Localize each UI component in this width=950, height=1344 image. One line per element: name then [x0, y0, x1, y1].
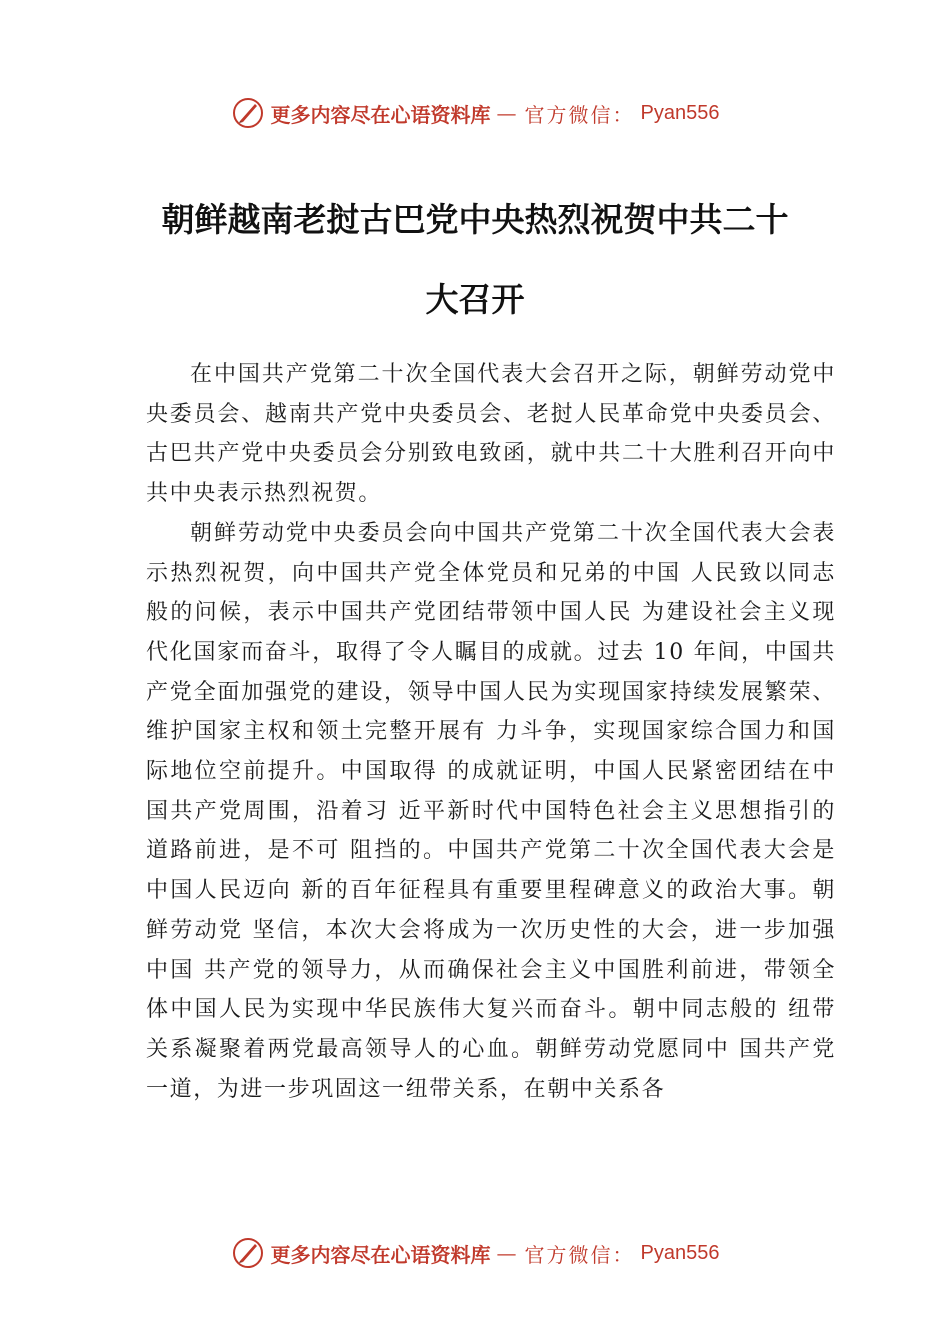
header-watermark	[0, 96, 950, 130]
watermark-sub-text: 官方微信：	[524, 1242, 635, 1267]
footer-watermark	[0, 1236, 950, 1270]
paragraph-2: 朝鲜劳动党中央委员会向中国共产党第二十次全国代表大会表示热烈祝贺，向中国共产党全体党员和兄弟的中国 人民致以同志般的问候，表示中国共产党团结带领中国人民 为建设社会主义现代化国家而奋斗，取得了令人瞩目的成就。过去 10 年间，中国共产党全面加强党的建设，领导中国人民为实现国家持续发展繁荣、维护国家主权和领土完整开展有 力斗争，实现国家综合国力和国际地位空前提升。中国取得 的成就证明，中国人民紧密团结在中国共产党周围，沿着习 近平新时代中国特色社会主义思想指引的道路前进，是不可 阻挡的。中国共产党第二十次全国代表大会是中国人民迈向 新的百年征程具有重要里程碑意义的政治大事。朝鲜劳动党 坚信，本次大会将成为一次历史性的大会，进一步加强中国 共产党的领导力，从而确保社会主义中国胜利前进，带领全 体中国人民为实现中华民族伟大复兴而奋斗。朝中同志般的 纽带关系凝聚着两党最高领导人的心血。朝鲜劳动党愿同中 国共产党一道，为进一步巩固这一纽带关系，在朝中关系各	[146, 520, 836, 1102]
quill-logo-icon	[231, 96, 265, 130]
quill-logo-icon	[231, 1236, 265, 1270]
document-body	[146, 355, 836, 1109]
watermark-wechat-id: Pyan556	[640, 101, 720, 124]
paragraph-1: 在中国共产党第二十次全国代表大会召开之际，朝鲜劳动党中央委员会、越南共产党中央委员会、老挝人民革命党中央委员会、古巴共产党中央委员会分别致电致函，就中共二十大胜利召开向中共中央表示热烈祝贺。	[146, 362, 836, 507]
watermark-separator: —	[496, 1241, 519, 1265]
watermark-separator: —	[496, 101, 519, 125]
watermark-wechat-id: Pyan556	[640, 1241, 720, 1264]
watermark-main-text: 更多内容尽在心语资料库	[270, 1242, 491, 1267]
watermark-main-text: 更多内容尽在心语资料库	[270, 102, 491, 127]
watermark-sub-text: 官方微信：	[524, 102, 635, 127]
document-title: 朝鲜越南老挝古巴党中央热烈祝贺中共二十大召开	[161, 200, 789, 319]
